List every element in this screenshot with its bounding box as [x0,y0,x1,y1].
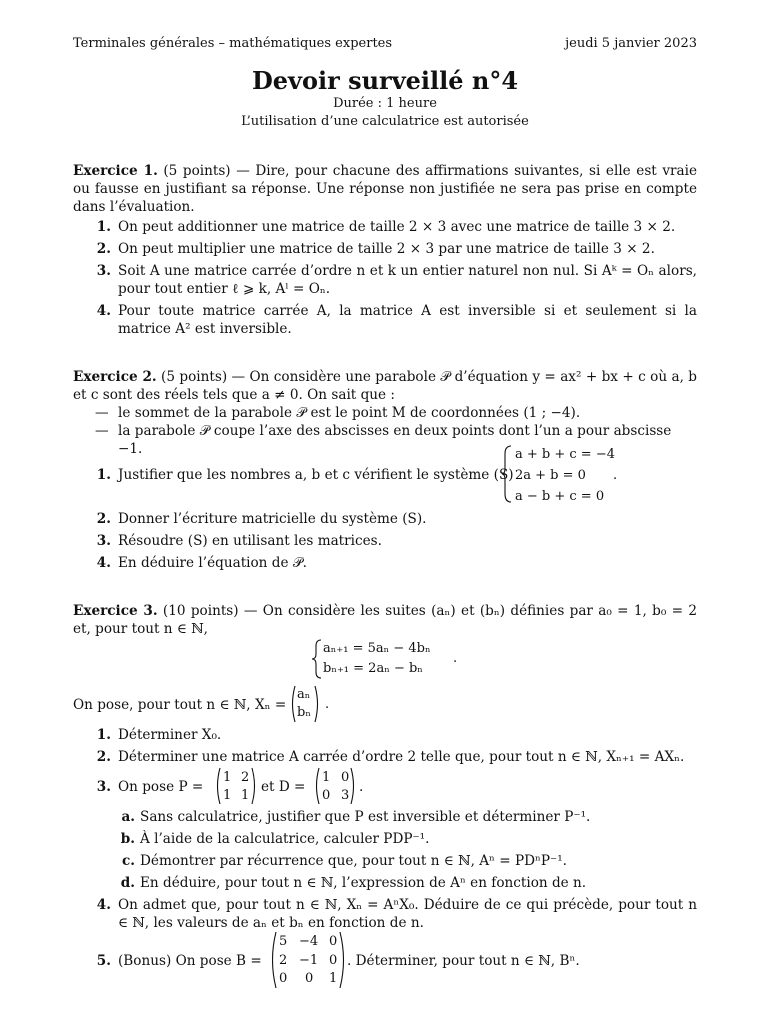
exercise-3-intro [73,602,697,638]
subitem-text: En déduire, pour tout n ∈ ℕ, l’expression de Aⁿ en fonction de n. [140,875,587,891]
item-text: On admet que, pour tout n ∈ ℕ, Xₙ = AⁿX₀. Déduire de ce qui précède, pour tout n ∈ ℕ, les valeurs de aₙ et bₙ en fonction de n. [118,897,697,931]
matrix-b-entry: 5 [279,934,288,949]
bullet-text: le sommet de la parabole 𝒫 est le point M de coordonnées (1 ; −4). [118,405,581,421]
system-brace [501,444,513,504]
item-text: En déduire l’équation de 𝒫. [118,555,307,571]
matrix-p-entry: 1 [223,770,232,785]
matrix-p-entry: 1 [223,788,232,803]
item-text: Donner l’écriture matricielle du système (S). [118,511,427,527]
exercise-3-intro-text: — On considère les suites (aₙ) et (bₙ) définies par a₀ = 1, b₀ = 2 et, pour tout n ∈ ℕ, [73,603,697,637]
item-number: 3. [96,533,111,549]
matrix-b-entry: 1 [329,971,338,986]
duration: Durée : 1 heure [333,96,437,111]
exercise-2-intro [73,368,697,404]
matrix-d-entry: 1 [322,770,331,785]
item-text: Justifier que les nombres a, b et c vérifient le système (S) [118,467,514,483]
matrix-b-entry: −4 [299,934,319,949]
item-text: Déterminer une matrice A carrée d’ordre 2 telle que, pour tout n ∈ ℕ, Xₙ₊₁ = AXₙ. [118,749,685,765]
xn-text: On pose, pour tout n ∈ ℕ, Xₙ = [73,697,287,713]
matrix-d-entry: 0 [322,788,331,803]
q3-mid: et D = [261,779,306,795]
system-line: a − b + c = 0 [515,489,605,504]
exercise-3-label: Exercice 3. [73,603,158,619]
item-text: Déterminer X₀. [118,727,222,743]
subitem-text: À l’aide de la calculatrice, calculer PDP⁻¹. [140,831,430,847]
matrix-d-brackets [313,766,357,806]
matrix-p-brackets [214,766,258,806]
matrix-b-entry: 0 [329,953,338,968]
matrix-p-entry: 2 [241,770,250,785]
item-number: 3. [96,263,111,279]
matrix-b-entry: 0 [279,971,288,986]
q5-after: . Déterminer, pour tout n ∈ ℕ, Bⁿ. [347,953,580,969]
exercise-2-points: (5 points) [161,369,228,385]
item-number: 4. [96,897,111,913]
bullet-text: la parabole 𝒫 coupe l’axe des abscisses en deux points dont l’un a pour abscisse −1. [118,423,672,457]
calculator-note: L’utilisation d’une calculatrice est autorisée [241,114,529,129]
exercise-2-intro-text: — On considère une parabole 𝒫 d’équation y = ax² + bx + c où a, b et c sont des réels tels que a ≠ 0. On sait que : [73,369,697,403]
item-number: 4. [96,555,111,571]
page-title: Devoir surveillé n°4 [251,66,519,95]
item-text: On peut additionner une matrice de taille 2 × 3 avec une matrice de taille 3 × 2. [118,219,676,235]
subitem-letter: b. [120,831,135,847]
item-number: 2. [96,511,111,527]
item-text: Résoudre (S) en utilisant les matrices. [118,533,382,549]
system-line: 2a + b = 0 [515,468,586,483]
matrix-b-entry: −1 [299,953,319,968]
sequence-line: aₙ₊₁ = 5aₙ − 4bₙ [323,641,431,656]
q3-before: On pose P = [118,779,204,795]
exercise-1-intro [73,162,697,216]
sequence-line: bₙ₊₁ = 2aₙ − bₙ [323,661,423,676]
sequence-system-brace [311,638,323,680]
exercise-2-label: Exercice 2. [73,369,157,385]
matrix-b-entry: 0 [329,934,338,949]
subitem-letter: a. [121,809,135,825]
item-number: 1. [96,467,111,483]
item-text: On peut multiplier une matrice de taille 2 × 3 par une matrice de taille 3 × 2. [118,241,655,257]
item-number: 5. [96,953,111,969]
exercise-3-points: (10 points) [162,603,239,619]
item-number: 3. [96,779,111,795]
item-number: 2. [96,241,111,257]
exercise-1-label: Exercice 1. [73,163,158,179]
exercise-1-intro-text: — Dire, pour chacune des affirmations suivantes, si elle est vraie ou fausse en justifiant sa réponse. Une réponse non justifiée ne sera pas prise en compte dans l’évaluation. [73,163,697,215]
q5-before: (Bonus) On pose B = [118,953,262,969]
item-number: 2. [96,749,111,765]
item-text: Pour toute matrice carrée A, la matrice A est inversible si et seulement si la matrice A² est inversible. [118,303,697,337]
subitem-letter: d. [120,875,135,891]
subitem-text: Sans calculatrice, justifier que P est inversible et déterminer P⁻¹. [140,809,591,825]
matrix-d-entry: 3 [341,788,350,803]
item-number: 1. [96,219,111,235]
exercise-1-points: (5 points) [163,163,231,179]
matrix-b-entry: 2 [279,953,288,968]
system-line: a + b + c = −4 [515,447,615,462]
subitem-letter: c. [121,853,135,869]
subitem-text: Démontrer par récurrence que, pour tout n ∈ ℕ, Aⁿ = PDⁿP⁻¹. [140,853,567,869]
matrix-d-entry: 0 [341,770,350,785]
matrix-b-entry: 0 [305,971,314,986]
matrix-p-entry: 1 [241,788,250,803]
xn-entry: aₙ [297,687,311,702]
item-number: 4. [96,303,111,319]
item-text: Soit A une matrice carrée d’ordre n et k un entier naturel non nul. Si Aᵏ = Oₙ alors, pour tout entier ℓ ⩾ k, Aˡ = Oₙ. [118,263,697,297]
running-header [73,35,697,53]
header-course: Terminales générales – mathématiques expertes [73,36,393,51]
item-number: 1. [96,727,111,743]
xn-entry: bₙ [297,705,311,720]
header-date: jeudi 5 janvier 2023 [565,36,697,51]
